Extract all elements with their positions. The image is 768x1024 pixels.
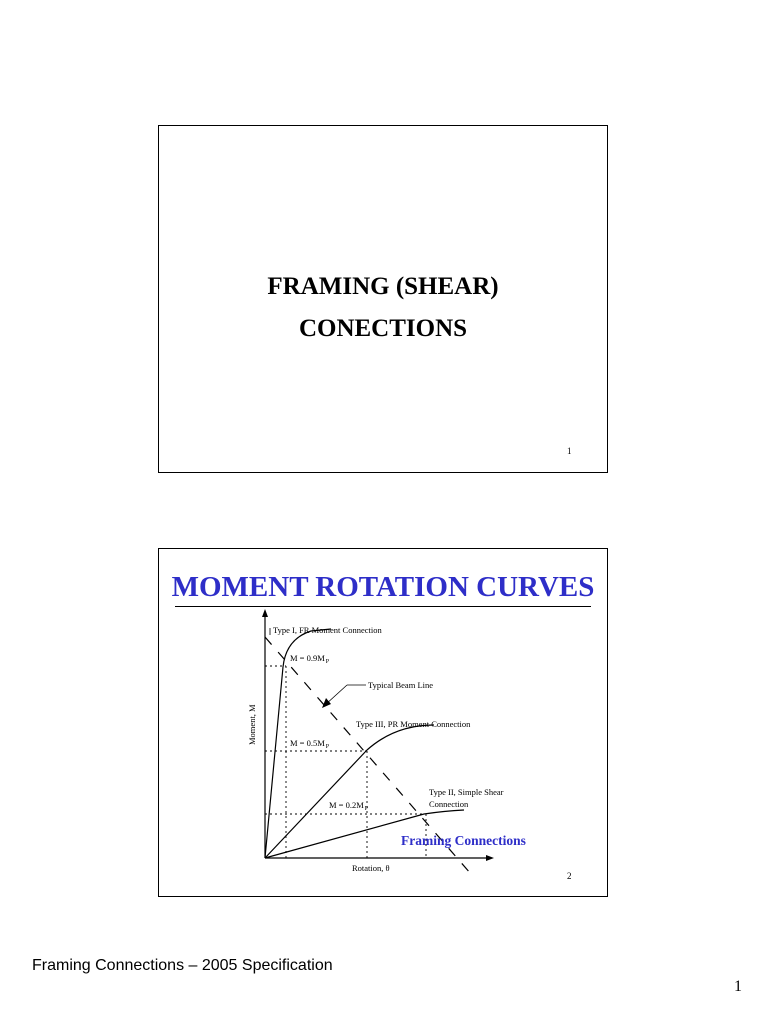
type-1-label: Type I, FR Moment Connection bbox=[273, 625, 382, 635]
slide-1 bbox=[158, 125, 608, 473]
slide-2-title: MOMENT ROTATION CURVES bbox=[171, 571, 595, 603]
annotation-m-0-9: $M = 0.9M_P$ bbox=[290, 653, 330, 665]
slide-1-title-line-2: CONECTIONS bbox=[298, 315, 468, 342]
beam-line-arrow-icon bbox=[322, 698, 331, 708]
annotation-m-0-2: $M = 0.2M_P$ bbox=[329, 800, 369, 812]
type-2-label-line-1: Type II, Simple Shear bbox=[429, 787, 504, 797]
slide-1-number: 1 bbox=[567, 446, 572, 456]
moment-rotation-chart bbox=[159, 549, 606, 895]
slide-2-number: 2 bbox=[567, 871, 572, 881]
y-axis-arrow-icon bbox=[262, 609, 268, 617]
x-axis-arrow-icon bbox=[486, 855, 494, 861]
slide-1-title-line-1: FRAMING (SHEAR) bbox=[267, 273, 499, 300]
beam-line-label: Typical Beam Line bbox=[368, 680, 434, 690]
slide-2 bbox=[158, 548, 608, 897]
y-axis-label: Moment, M bbox=[247, 704, 257, 745]
page-number: 1 bbox=[734, 978, 742, 995]
footer-text: Framing Connections – 2005 Specification bbox=[32, 957, 333, 974]
x-axis-label: Rotation, θ bbox=[352, 863, 390, 873]
type-3-label: Type III, PR Moment Connection bbox=[356, 719, 471, 729]
annotation-m-0-5: $M = 0.5M_P$ bbox=[290, 738, 330, 750]
framing-connections-watermark: Framing Connections bbox=[401, 833, 526, 848]
type-2-label-line-2: Connection bbox=[429, 799, 469, 809]
